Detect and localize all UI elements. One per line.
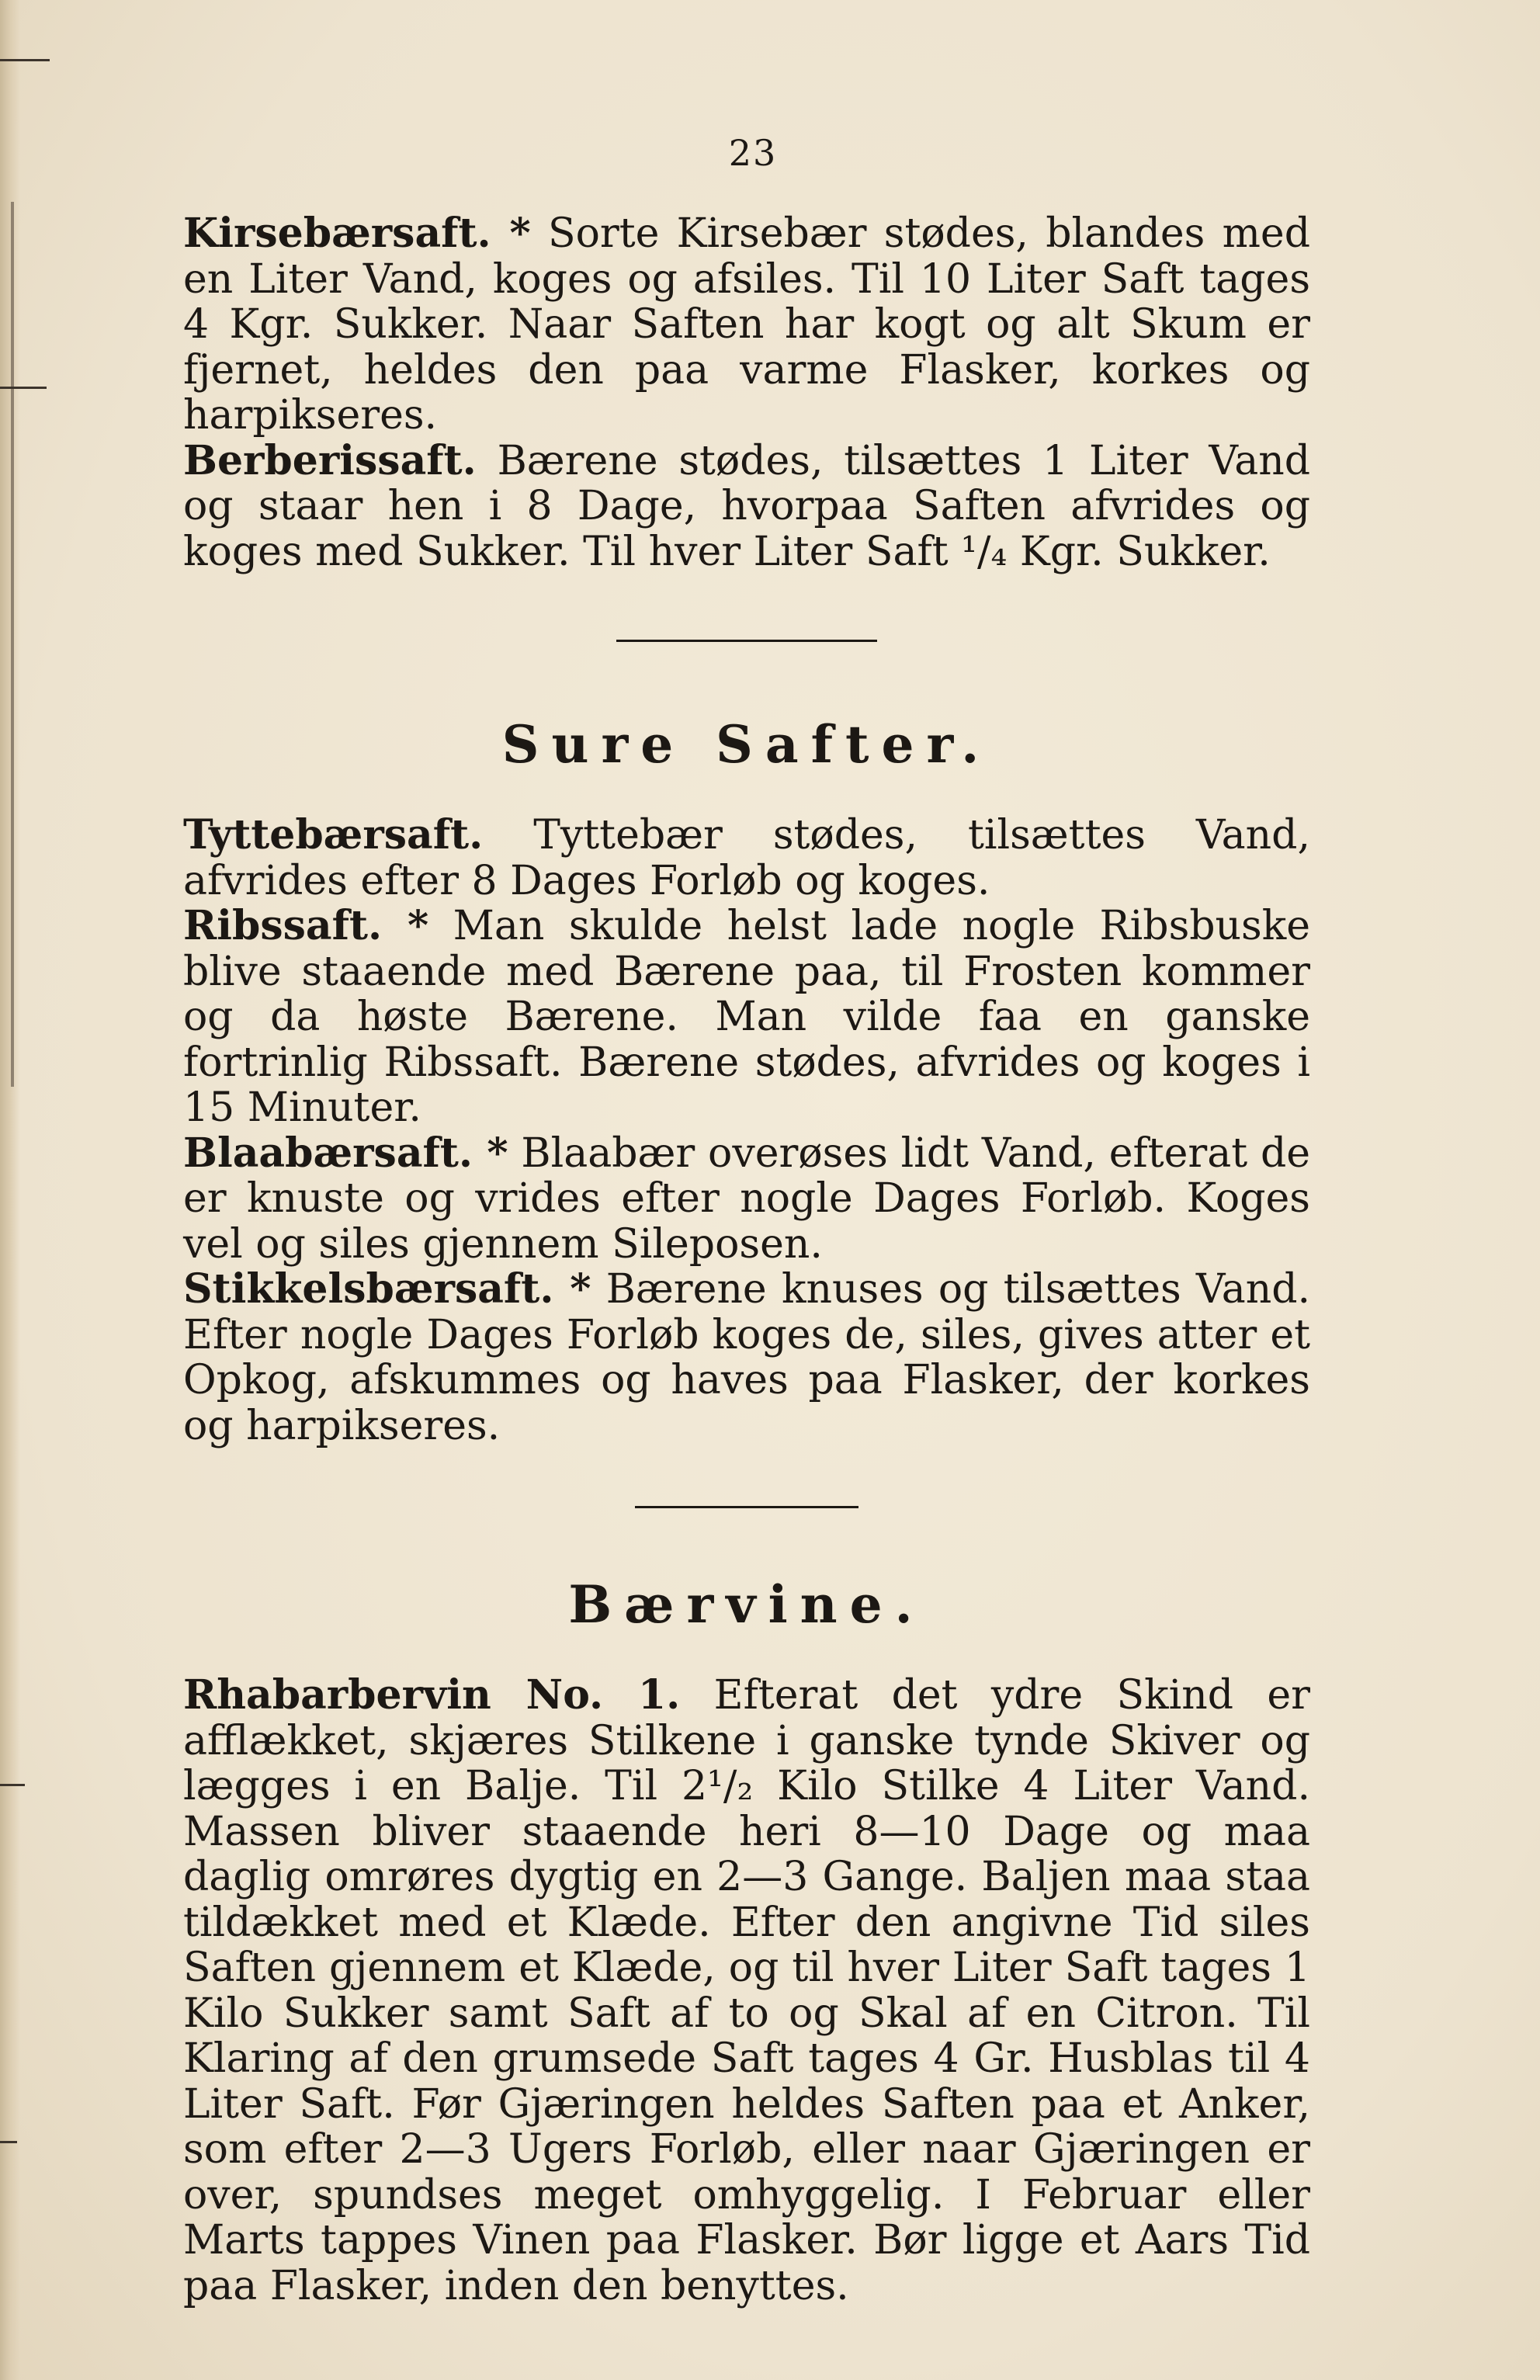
recipe-title: Tyttebærsaft. [183, 811, 484, 859]
recipe-title: Stikkelsbærsaft. * [183, 1265, 591, 1313]
recipe-entry [183, 1267, 1310, 1448]
edge-tick-mark [0, 2141, 17, 2143]
recipe-title: Rhabarbervin No. 1. [183, 1671, 681, 1719]
recipe-text: Bærene stødes, tilsættes 1 Liter Vand og staar hen i 8 Dage, hvorpaa Saften afvrides og koges med Sukker. Til hver Liter Saft ¹/₄ Kgr. Sukker. [183, 437, 1310, 575]
section-heading: Bærvine. [568, 1574, 925, 1635]
recipe-entry [183, 813, 1310, 904]
recipe-text: Efterat det ydre Skind er afflækket, skjæres Stilkene i ganske tynde Skiver og lægges i en Balje. Til 2¹/₂ Kilo Stilke 4 Liter Vand. Massen bliver staaende heri 8—10 Dage og maa daglig omrøres dygtig en 2—3 Gange. Baljen maa staa tildækket med et Klæde. Efter den angivne Tid siles Saften gjennem et Klæde, og til hver Liter Saft tages 1 Kilo Sukker samt Saft af to og Skal af en Citron. Til Klaring af den grumsede Saft tages 4 Gr. Husblas til 4 Liter Saft. Før Gjæringen heldes Saften paa et Anker, som efter 2—3 Ugers Forløb, eller naar Gjæringen er over, spundses meget omhyggelig. I Februar eller Marts tappes Vinen paa Flasker. Bør ligge et Aars Tid paa Flasker, inden den benyttes. [183, 1672, 1311, 2309]
edge-tick-mark [0, 387, 47, 389]
recipe-entry [183, 1131, 1310, 1268]
recipe-title: Ribssaft. * [183, 902, 429, 949]
recipe-text: Sorte Kirsebær stødes, blandes med en Liter Vand, koges og afsiles. Til 10 Liter Saft tages 4 Kgr. Sukker. Naar Saften har kogt og alt Skum er fjernet, heldes den paa varme Flasker, korkes og harpikseres. [183, 210, 1310, 439]
section-divider [635, 1506, 858, 1508]
page-number: 23 [728, 132, 778, 174]
recipe-text: Man skulde helst lade nogle Ribsbuske blive staaende med Bærene paa, til Frosten kommer og da høste Bærene. Man vilde faa en ganske fortrinlig Ribssaft. Bærene stødes, afvrides og koges i 15 Minuter. [183, 903, 1311, 1131]
page-content [183, 211, 1310, 2309]
recipe-title: Berberissaft. [183, 436, 477, 484]
recipe-text: Tyttebær stødes, tilsættes Vand, afvrides efter 8 Dages Forløb og koges. [183, 812, 1310, 904]
recipe-title: Kirsebærsaft. * [183, 210, 531, 257]
recipe-entry [183, 211, 1310, 439]
recipe-text: Blaabær overøses lidt Vand, efterat de er knuste og vrides efter nogle Dages Forløb. Koges vel og siles gjennem Sileposen. [183, 1129, 1311, 1268]
section-divider [616, 640, 877, 642]
recipe-text: Bærene knuses og tilsættes Vand. Efter nogle Dages Forløb koges de, siles, gives atter et Opkog, afskummes og haves paa Flasker, der korkes og harpikseres. [183, 1266, 1311, 1449]
recipe-entry [183, 1673, 1310, 2309]
edge-tick-mark [0, 59, 50, 61]
recipe-entry [183, 436, 1310, 575]
binding-shadow [0, 0, 20, 2380]
section-heading: Sure Safter. [501, 714, 992, 775]
edge-tick-mark [0, 1784, 25, 1786]
binding-edge-line [11, 202, 14, 1087]
recipe-title: Blaabærsaft. * [183, 1129, 508, 1177]
recipe-entry [183, 904, 1310, 1131]
